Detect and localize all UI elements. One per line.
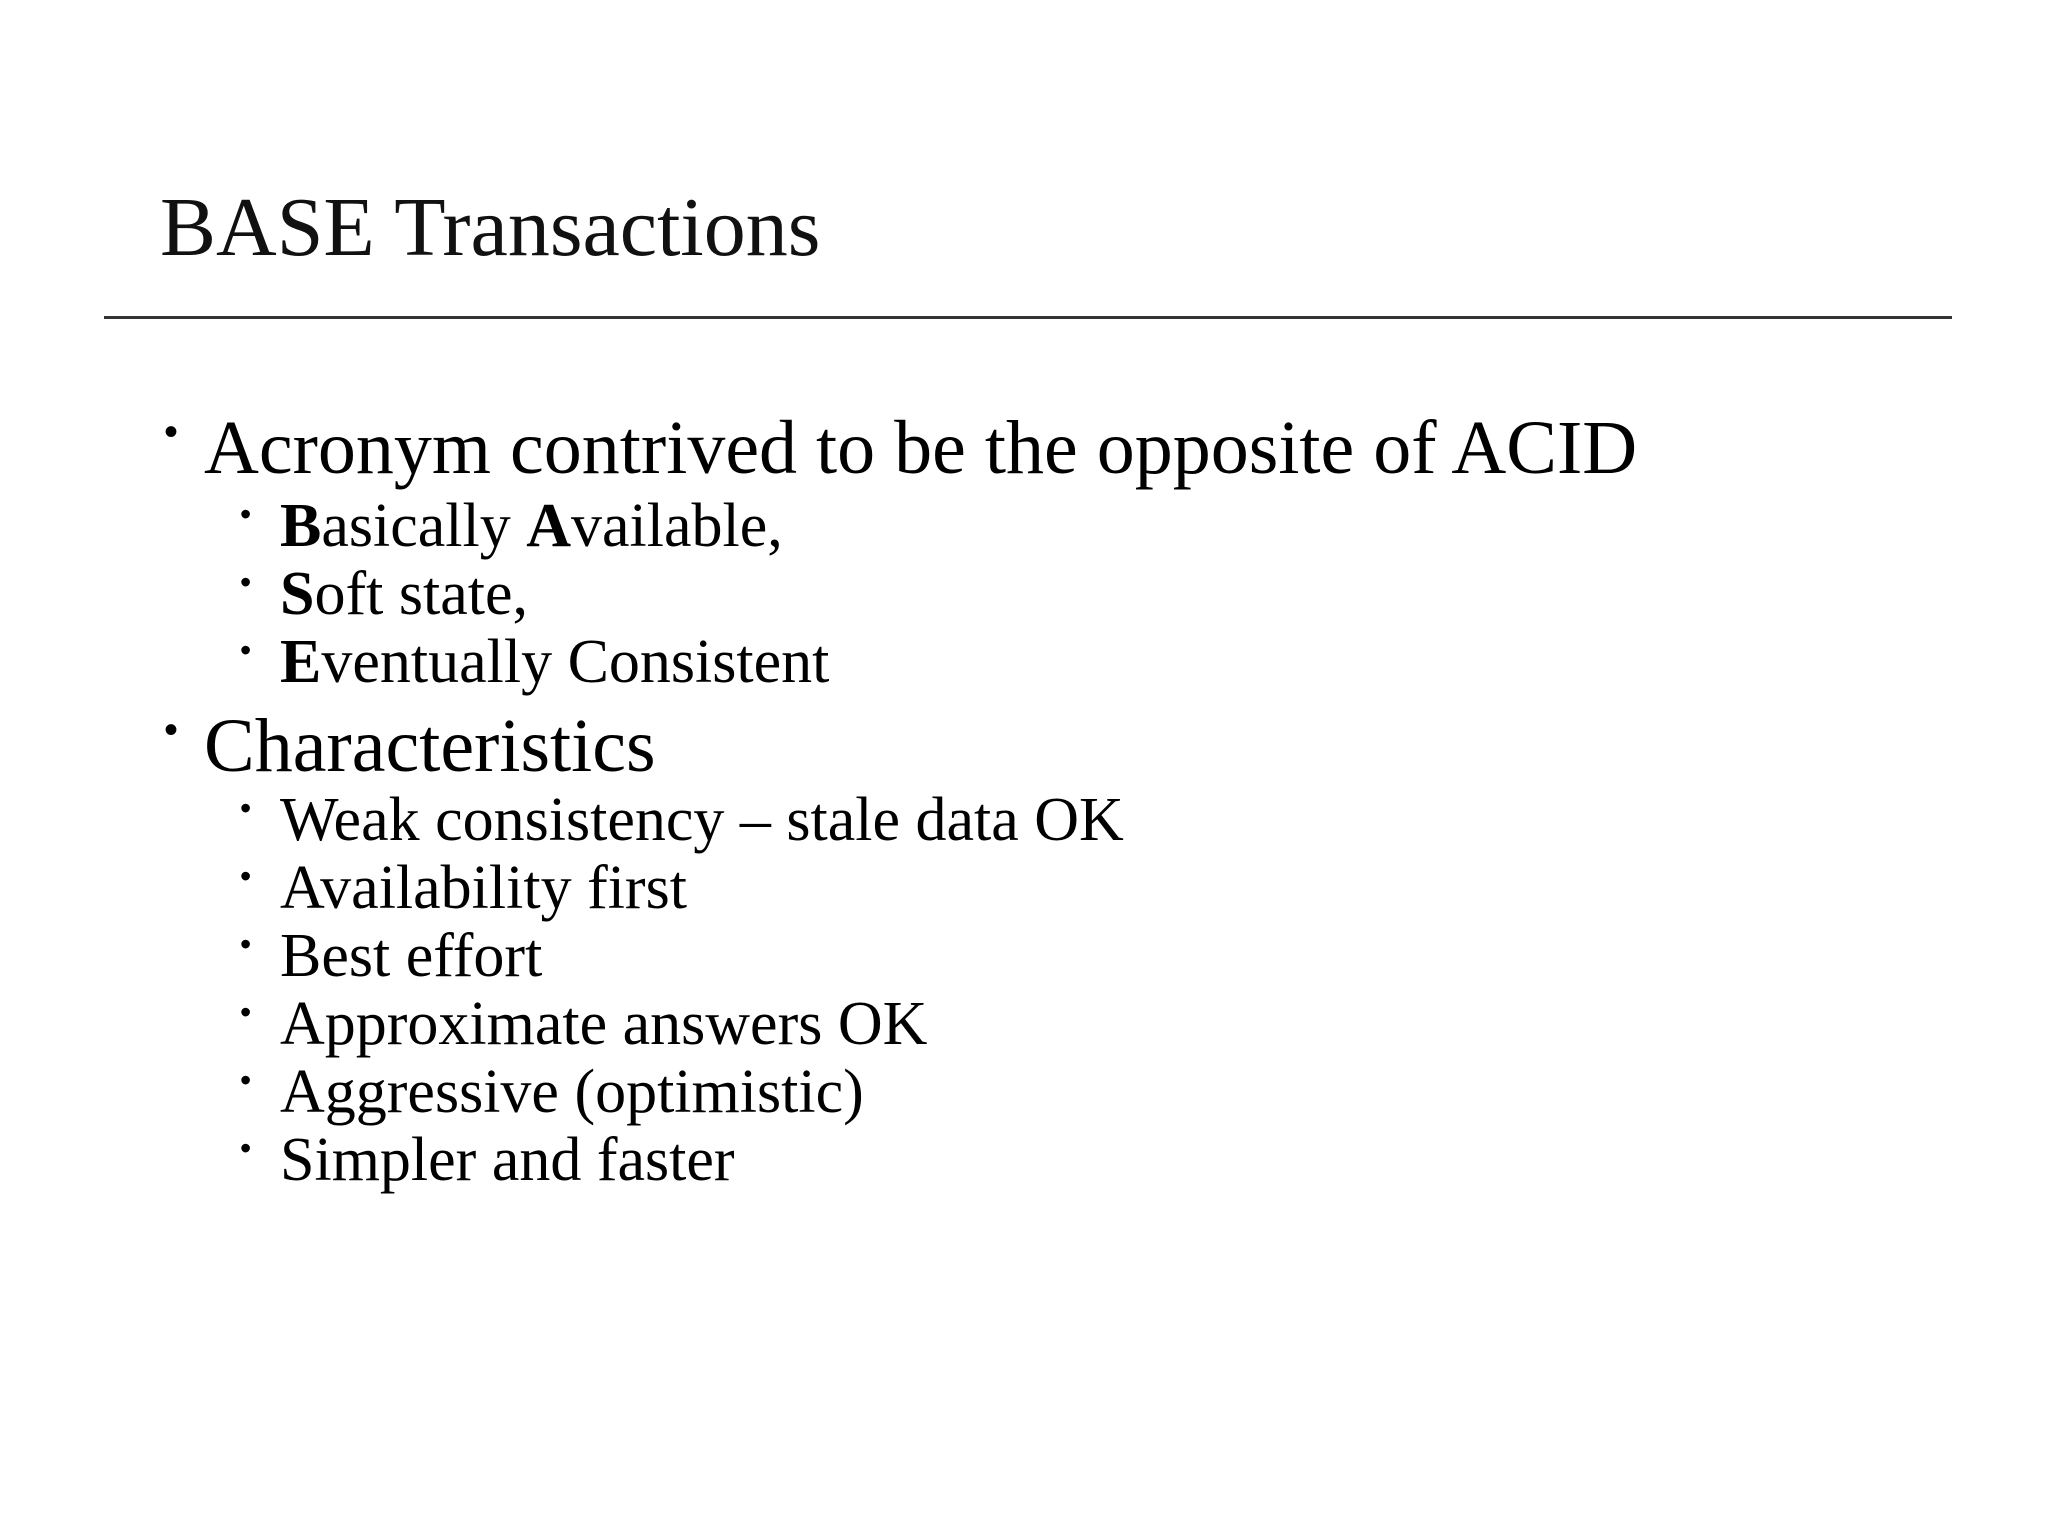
- bullet-acronym: [164, 404, 1637, 492]
- bullet-dot-icon: •: [240, 790, 252, 826]
- bullet-dot-icon: •: [240, 632, 252, 668]
- text-run: oft state,: [314, 560, 528, 628]
- sub-bullet-availability-first: [240, 854, 687, 922]
- sub-bullet-text: Availability first: [280, 854, 687, 922]
- slide-title: BASE Transactions: [160, 181, 821, 274]
- text-run: ventually Consistent: [321, 628, 830, 696]
- text-run: vailable,: [571, 492, 783, 560]
- sub-bullet-soft-state: [240, 560, 528, 628]
- sub-bullet-simpler-faster: [240, 1126, 735, 1194]
- emphasis-letter: A: [526, 492, 572, 560]
- sub-bullet-eventually-consistent: [240, 628, 829, 696]
- sub-bullet-text: [280, 492, 783, 560]
- emphasis-letter: E: [280, 628, 322, 696]
- bullet-dot-icon: •: [164, 410, 179, 454]
- bullet-dot-icon: •: [240, 496, 252, 532]
- sub-bullet-text: [280, 560, 528, 628]
- bullet-dot-icon: •: [240, 1062, 252, 1098]
- emphasis-letter: B: [280, 492, 322, 560]
- bullet-characteristics: [164, 702, 656, 790]
- sub-bullet-weak-consistency: [240, 786, 1124, 854]
- text-run: asically: [321, 492, 527, 560]
- sub-bullet-approximate-answers: [240, 990, 927, 1058]
- emphasis-letter: S: [280, 560, 315, 628]
- sub-bullet-text: Approximate answers OK: [280, 990, 928, 1058]
- bullet-dot-icon: •: [240, 994, 252, 1030]
- bullet-dot-icon: •: [240, 564, 252, 600]
- sub-bullet-best-effort: [240, 922, 542, 990]
- sub-bullet-basically-available: [240, 492, 783, 560]
- bullet-text: Acronym contrived to be the opposite of ACID: [204, 406, 1638, 490]
- sub-bullet-text: Simpler and faster: [280, 1126, 735, 1194]
- sub-bullet-text: Aggressive (optimistic): [280, 1058, 864, 1126]
- bullet-text: Characteristics: [204, 704, 656, 788]
- bullet-dot-icon: •: [240, 858, 252, 894]
- bullet-dot-icon: •: [164, 708, 179, 752]
- bullet-dot-icon: •: [240, 926, 252, 962]
- sub-bullet-text: [280, 628, 829, 696]
- sub-bullet-aggressive: [240, 1058, 864, 1126]
- sub-bullet-text: Best effort: [280, 922, 543, 990]
- bullet-dot-icon: •: [240, 1130, 252, 1166]
- sub-bullet-text: Weak consistency – stale data OK: [280, 786, 1124, 854]
